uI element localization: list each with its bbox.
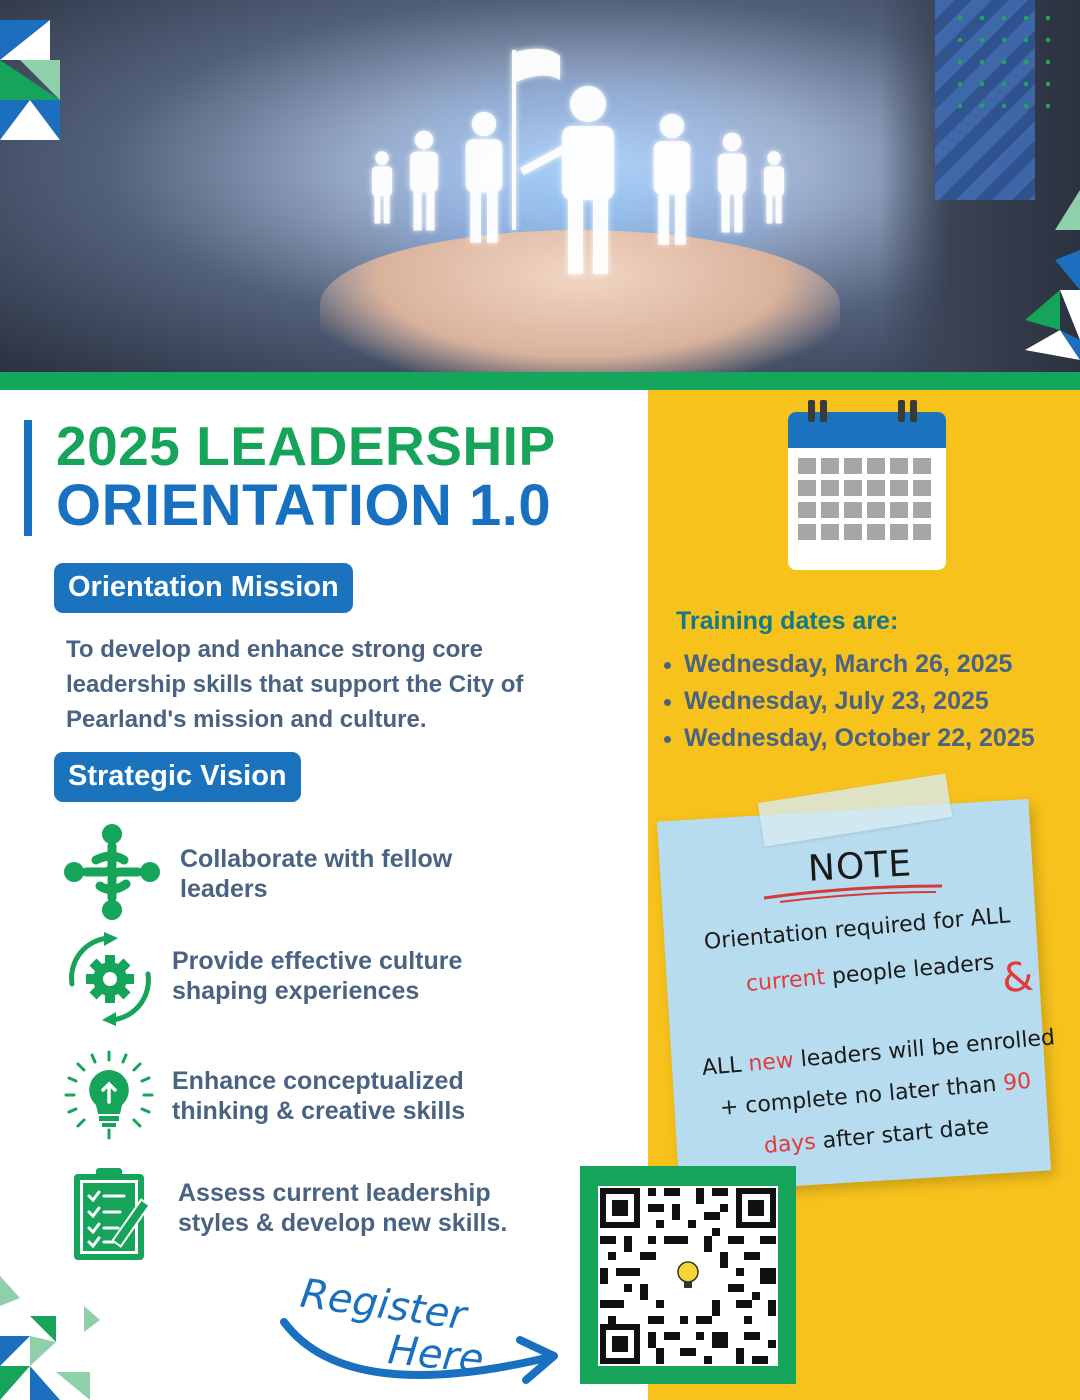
- triangle-decoration-bottom-left: [0, 1276, 110, 1400]
- calendar-icon: [786, 400, 948, 572]
- collaboration-icon: [64, 824, 160, 920]
- vision-item-collaborate: [0, 820, 640, 920]
- vision-item-text: Enhance conceptualized thinking & creative skills: [172, 1067, 466, 1125]
- note-all: ALL: [700, 1052, 743, 1081]
- hero-image: [0, 0, 1080, 372]
- vision-item-assess: [0, 1162, 640, 1262]
- note-line-3-text: leaders will be enrolled: [799, 1025, 1056, 1073]
- register-label-here: Here: [385, 1327, 486, 1383]
- note-title: NOTE: [806, 843, 914, 890]
- vision-item-text: Collaborate with fellow leaders: [180, 845, 453, 903]
- gear-cycle-icon: [64, 932, 156, 1026]
- green-divider-band: [0, 372, 1080, 390]
- bullet: [664, 662, 671, 669]
- training-dates-heading: Training dates are:: [676, 607, 899, 635]
- bullet: [664, 736, 671, 743]
- page-title-line-2: ORIENTATION 1.0: [56, 473, 552, 538]
- note-days: days: [762, 1129, 817, 1159]
- title-accent-bar: [24, 420, 32, 536]
- note-90: 90: [1002, 1068, 1033, 1097]
- training-dates-list: [660, 650, 1035, 761]
- vision-heading: Strategic Vision: [54, 752, 301, 802]
- vision-item-culture: [0, 930, 640, 1030]
- leader-team-icon: [360, 40, 800, 290]
- note-current: current: [744, 965, 827, 997]
- register-label: Register: [297, 1270, 469, 1340]
- mission-heading: Orientation Mission: [54, 563, 353, 613]
- training-date: Wednesday, March 26, 2025: [660, 650, 1035, 687]
- triangle-decoration-right: [1015, 190, 1080, 370]
- vision-item-text: Assess current leadership styles & develop new skills.: [178, 1179, 508, 1237]
- mission-text: To develop and enhance strong core leadership skills that support the City of Pearland's mission and culture.: [66, 636, 524, 733]
- note-line-1: Orientation required for ALL: [702, 903, 1012, 955]
- page-title-line-1: 2025 LEADERSHIP: [56, 415, 556, 477]
- arrow-right-icon: [276, 1310, 566, 1400]
- note-line-5-text: after start date: [821, 1114, 991, 1154]
- dot-grid-decoration: [950, 8, 1060, 118]
- triangle-decoration-top-left: [0, 0, 80, 150]
- bullet: [664, 699, 671, 706]
- training-date: Wednesday, October 22, 2025: [660, 724, 1035, 761]
- note-line-2-text: people leaders: [830, 950, 996, 990]
- note-new: new: [747, 1048, 795, 1077]
- vision-item-text: Provide effective culture shaping experiences: [172, 947, 463, 1005]
- note-underline: [760, 882, 946, 904]
- note-line-4-text: + complete no later than: [718, 1071, 998, 1121]
- lightbulb-icon: [64, 1050, 154, 1140]
- note-ampersand: &: [1000, 953, 1036, 1003]
- clipboard-checklist-icon: [70, 1164, 164, 1264]
- training-date: Wednesday, July 23, 2025: [660, 687, 1035, 724]
- register-qr-code[interactable]: [600, 1188, 776, 1364]
- vision-item-creative: [0, 1050, 640, 1150]
